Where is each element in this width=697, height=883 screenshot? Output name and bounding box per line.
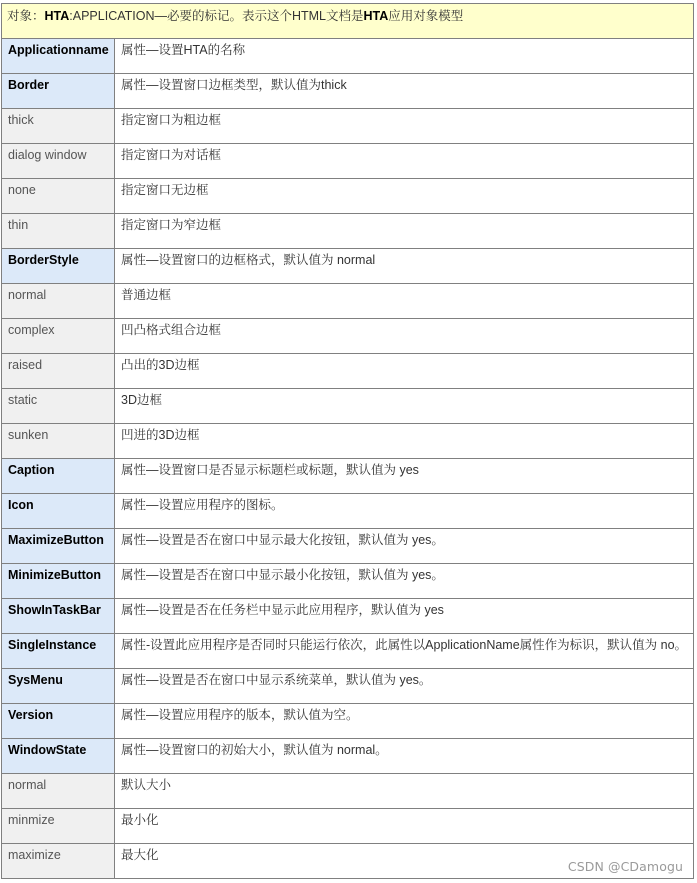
property-name-cell bbox=[2, 634, 115, 669]
description-cell bbox=[115, 144, 694, 179]
property-value-cell bbox=[2, 389, 115, 424]
description-cell bbox=[115, 354, 694, 389]
table-row bbox=[2, 634, 694, 669]
key-text: Icon bbox=[8, 498, 34, 512]
description-cell bbox=[115, 74, 694, 109]
table-row bbox=[2, 739, 694, 774]
key-text: complex bbox=[8, 323, 55, 337]
description-text: 指定窗口为粗边框 bbox=[121, 113, 222, 127]
description-cell bbox=[115, 739, 694, 774]
table-row bbox=[2, 144, 694, 179]
description-cell bbox=[115, 459, 694, 494]
description-cell bbox=[115, 39, 694, 74]
description-text: 指定窗口为窄边框 bbox=[121, 218, 222, 232]
description-cell bbox=[115, 774, 694, 809]
description-text: 属性-设置此应用程序是否同时只能运行依次，此属性以ApplicationName属性作为标识，默认值为 no。 bbox=[121, 638, 688, 652]
description-text: 属性—设置应用程序的版本，默认值为空。 bbox=[121, 708, 359, 722]
key-text: sunken bbox=[8, 428, 49, 442]
description-cell bbox=[115, 284, 694, 319]
table-row bbox=[2, 74, 694, 109]
property-value-cell bbox=[2, 354, 115, 389]
caption-middle: :APPLICATION—必要的标记。表示这个HTML文档是 bbox=[69, 9, 364, 23]
description-text: 属性—设置窗口边框类型，默认值为thick bbox=[121, 78, 347, 92]
property-name-cell bbox=[2, 599, 115, 634]
description-cell bbox=[115, 529, 694, 564]
table-row bbox=[2, 669, 694, 704]
description-cell bbox=[115, 669, 694, 704]
caption-suffix: 应用对象模型 bbox=[388, 9, 464, 23]
key-text: WindowState bbox=[8, 743, 87, 757]
property-value-cell bbox=[2, 144, 115, 179]
description-cell bbox=[115, 424, 694, 459]
key-text: MinimizeButton bbox=[8, 568, 102, 582]
table-row bbox=[2, 564, 694, 599]
key-text: maximize bbox=[8, 848, 61, 862]
property-value-cell bbox=[2, 844, 115, 879]
table-row bbox=[2, 39, 694, 74]
description-text: 属性—设置HTA的名称 bbox=[121, 43, 246, 57]
key-text: BorderStyle bbox=[8, 253, 79, 267]
property-value-cell bbox=[2, 319, 115, 354]
description-text: 默认大小 bbox=[121, 778, 172, 792]
property-name-cell bbox=[2, 529, 115, 564]
property-name-cell bbox=[2, 494, 115, 529]
key-text: MaximizeButton bbox=[8, 533, 104, 547]
table-row bbox=[2, 354, 694, 389]
key-text: static bbox=[8, 393, 38, 407]
property-name-cell bbox=[2, 564, 115, 599]
table-row bbox=[2, 389, 694, 424]
description-text: 3D边框 bbox=[121, 393, 162, 407]
key-text: Caption bbox=[8, 463, 55, 477]
description-cell bbox=[115, 319, 694, 354]
key-text: normal bbox=[8, 288, 47, 302]
property-value-cell bbox=[2, 179, 115, 214]
description-text: 普通边框 bbox=[121, 288, 172, 302]
key-text: Version bbox=[8, 708, 54, 722]
description-cell bbox=[115, 809, 694, 844]
key-text: SingleInstance bbox=[8, 638, 97, 652]
table-row bbox=[2, 214, 694, 249]
key-text: none bbox=[8, 183, 36, 197]
key-text: SysMenu bbox=[8, 673, 63, 687]
key-text: Border bbox=[8, 78, 49, 92]
key-text: ShowInTaskBar bbox=[8, 603, 101, 617]
description-cell bbox=[115, 494, 694, 529]
description-text: 凹凸格式组合边框 bbox=[121, 323, 222, 337]
property-value-cell bbox=[2, 809, 115, 844]
description-cell bbox=[115, 564, 694, 599]
description-cell bbox=[115, 704, 694, 739]
description-text: 属性—设置是否在窗口中显示系统菜单，默认值为 yes。 bbox=[121, 673, 432, 687]
description-cell bbox=[115, 109, 694, 144]
description-text: 凸出的3D边框 bbox=[121, 358, 200, 372]
caption-prefix: 对象： bbox=[7, 9, 45, 23]
caption-row bbox=[2, 4, 694, 39]
description-cell bbox=[115, 389, 694, 424]
description-text: 属性—设置是否在窗口中显示最小化按钮，默认值为 yes。 bbox=[121, 568, 444, 582]
description-text: 最大化 bbox=[121, 848, 159, 862]
key-text: raised bbox=[8, 358, 43, 372]
description-text: 属性—设置窗口的初始大小，默认值为 normal。 bbox=[121, 743, 388, 757]
description-text: 属性—设置是否在任务栏中显示此应用程序，默认值为 yes bbox=[121, 603, 444, 617]
property-name-cell bbox=[2, 74, 115, 109]
property-name-cell bbox=[2, 39, 115, 74]
description-cell bbox=[115, 214, 694, 249]
table-row bbox=[2, 459, 694, 494]
hta-application-table bbox=[1, 3, 694, 879]
property-name-cell bbox=[2, 459, 115, 494]
property-value-cell bbox=[2, 284, 115, 319]
table-row bbox=[2, 319, 694, 354]
property-value-cell bbox=[2, 214, 115, 249]
description-text: 属性—设置是否在窗口中显示最大化按钮，默认值为 yes。 bbox=[121, 533, 444, 547]
key-text: thin bbox=[8, 218, 29, 232]
description-cell bbox=[115, 599, 694, 634]
table-caption bbox=[2, 4, 694, 39]
table-row bbox=[2, 109, 694, 144]
table-row bbox=[2, 179, 694, 214]
key-text: Applicationname bbox=[8, 43, 109, 57]
table-row bbox=[2, 774, 694, 809]
description-cell bbox=[115, 179, 694, 214]
table-row bbox=[2, 529, 694, 564]
description-cell bbox=[115, 634, 694, 669]
description-text: 指定窗口为对话框 bbox=[121, 148, 222, 162]
table-row bbox=[2, 809, 694, 844]
table-row bbox=[2, 494, 694, 529]
property-value-cell bbox=[2, 109, 115, 144]
property-name-cell bbox=[2, 704, 115, 739]
description-text: 指定窗口无边框 bbox=[121, 183, 209, 197]
table-row bbox=[2, 704, 694, 739]
description-text: 属性—设置窗口的边框格式，默认值为 normal bbox=[121, 253, 376, 267]
table-row bbox=[2, 249, 694, 284]
key-text: dialog window bbox=[8, 148, 87, 162]
csdn-watermark: CSDN @CDamogu bbox=[567, 859, 683, 874]
description-text: 凹进的3D边框 bbox=[121, 428, 200, 442]
property-name-cell bbox=[2, 669, 115, 704]
table-row bbox=[2, 284, 694, 319]
property-name-cell bbox=[2, 739, 115, 774]
description-text: 属性—设置窗口是否显示标题栏或标题，默认值为 yes bbox=[121, 463, 419, 477]
key-text: normal bbox=[8, 778, 47, 792]
key-text: thick bbox=[8, 113, 34, 127]
caption-bold-hta: HTA bbox=[44, 9, 70, 23]
property-value-cell bbox=[2, 774, 115, 809]
description-text: 最小化 bbox=[121, 813, 159, 827]
key-text: minmize bbox=[8, 813, 55, 827]
caption-bold-hta-2: HTA bbox=[363, 9, 389, 23]
table-row bbox=[2, 599, 694, 634]
table-row bbox=[2, 424, 694, 459]
property-value-cell bbox=[2, 424, 115, 459]
description-cell bbox=[115, 249, 694, 284]
property-name-cell bbox=[2, 249, 115, 284]
description-text: 属性—设置应用程序的图标。 bbox=[121, 498, 284, 512]
